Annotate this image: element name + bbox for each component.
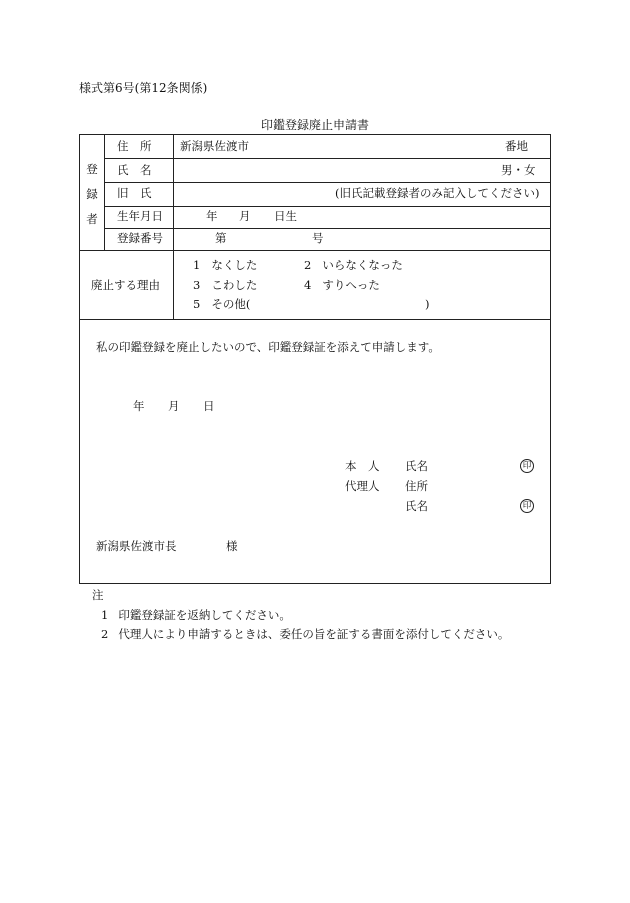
address-field[interactable]: 新潟県佐渡市 <box>180 139 249 153</box>
note-num: 2 <box>101 627 109 641</box>
seal-mark-icon: 印 <box>520 499 534 513</box>
former-name-label: 旧 氏 <box>117 186 152 200</box>
reason-label: 廃止する理由 <box>91 278 160 292</box>
registration-number-field[interactable] <box>232 229 302 249</box>
addressee: 新潟県佐渡市長 <box>96 539 177 553</box>
registration-number-label: 登録番号 <box>117 231 163 245</box>
notes-heading: 注 <box>92 588 104 602</box>
former-name-note: (旧氏記載登録者のみ記入してください) <box>335 186 540 200</box>
honorific: 様 <box>226 539 238 553</box>
application-day[interactable]: 日 <box>203 399 215 413</box>
note-text: 印鑑登録証を返納してください。 <box>118 608 291 622</box>
reason-other-close: ) <box>425 297 430 311</box>
reason-num: 4 <box>304 278 312 292</box>
seal-mark-icon: 印 <box>520 459 534 473</box>
former-name-field[interactable] <box>180 184 320 204</box>
agent-name-label: 氏名 <box>405 499 428 513</box>
grid-line <box>173 134 174 319</box>
agent-address-label: 住所 <box>405 479 428 493</box>
applicant-self-label: 本 人 <box>345 459 380 473</box>
note-item <box>101 629 509 641</box>
birth-year[interactable]: 年 <box>206 209 218 223</box>
birth-month[interactable]: 月 <box>239 209 251 223</box>
reason-num: 3 <box>193 278 201 292</box>
grid-line <box>104 182 551 183</box>
applicant-name-label: 氏名 <box>405 459 428 473</box>
application-statement: 私の印鑑登録を廃止したいので、印鑑登録証を添えて申請します。 <box>96 340 440 354</box>
reason-option-5[interactable] <box>193 299 250 311</box>
reason-option-2[interactable] <box>304 260 403 272</box>
application-month[interactable]: 月 <box>168 399 180 413</box>
reason-text: その他( <box>211 297 251 311</box>
reason-other-field[interactable] <box>257 295 417 313</box>
note-num: 1 <box>101 608 109 622</box>
note-item <box>101 610 291 622</box>
reason-option-3[interactable] <box>193 280 257 292</box>
reason-num: 5 <box>193 297 201 311</box>
reason-option-1[interactable] <box>193 260 257 272</box>
agent-label: 代理人 <box>345 479 380 493</box>
grid-line <box>104 228 551 229</box>
gender-choice[interactable]: 男・女 <box>501 163 536 177</box>
reason-text: すりへった <box>322 278 380 292</box>
grid-line <box>104 134 105 250</box>
form-number: 様式第6号(第12条関係) <box>79 81 208 95</box>
reason-text: こわした <box>211 278 258 292</box>
reason-option-4[interactable] <box>304 280 380 292</box>
address-suffix: 番地 <box>505 139 528 153</box>
document-title: 印鑑登録廃止申請書 <box>260 118 369 132</box>
agent-name-field[interactable] <box>432 497 512 517</box>
name-field[interactable] <box>180 160 480 180</box>
registrant-group-label: 登 録 者 <box>86 162 98 226</box>
address-label: 住 所 <box>117 139 152 153</box>
name-label: 氏 名 <box>117 163 152 177</box>
grid-line <box>79 250 551 251</box>
grid-line <box>79 319 551 320</box>
note-text: 代理人により申請するときは、委任の旨を証する書面を添付してください。 <box>118 627 510 641</box>
agent-address-field[interactable] <box>432 477 532 497</box>
grid-line <box>104 206 551 207</box>
registration-number-prefix: 第 <box>215 231 227 245</box>
grid-line <box>104 158 551 159</box>
birth-date-label: 生年月日 <box>117 209 163 223</box>
reason-text: なくした <box>211 258 258 272</box>
application-year[interactable]: 年 <box>133 399 145 413</box>
applicant-name-field[interactable] <box>432 457 512 477</box>
birth-day[interactable]: 日生 <box>274 209 297 223</box>
reason-num: 2 <box>304 258 312 272</box>
reason-text: いらなくなった <box>322 258 403 272</box>
reason-num: 1 <box>193 258 201 272</box>
registration-number-suffix: 号 <box>312 231 324 245</box>
